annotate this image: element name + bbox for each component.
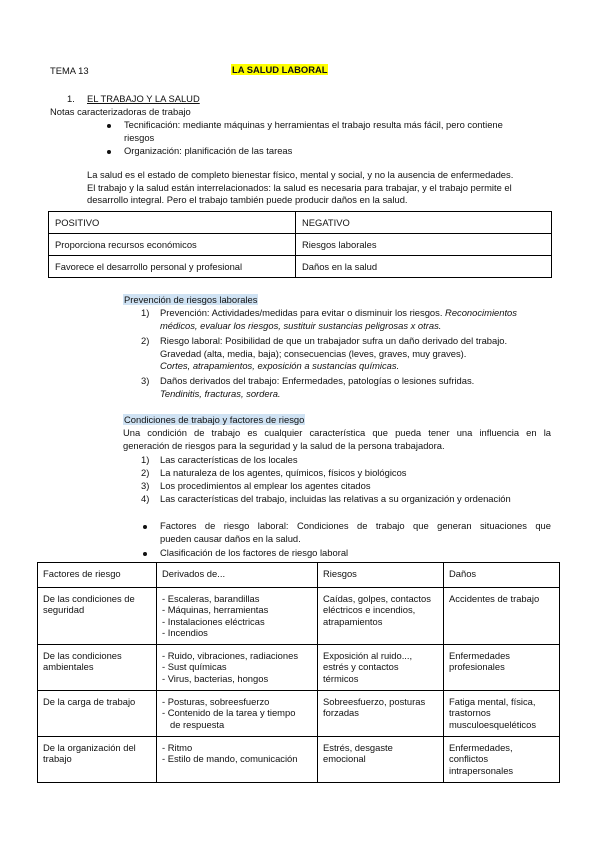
salud-paragraph: La salud es el estado de completo bienestar físico, mental y social, y no la ausencia de enfermedades. El trabajo y la salud están interrelacionados: la salud es necesaria para trabajar, y el trabajo permite el desarrollo integral. Pero el trabajo también puede producir daños en la salud. [87,169,514,206]
table-cell: De la organización del trabajo [38,737,157,783]
list-number: 2) [141,335,150,346]
table-cell: De las condiciones ambientales [38,645,157,691]
prevencion-heading: Prevención de riesgos laborales [124,294,258,305]
bullet-dot-icon [107,124,111,128]
table-cell: Enfermedades profesionales [444,645,560,691]
table-header-cell: Derivados de... [157,563,318,588]
condicion-item-3: Los procedimientos al emplear los agentes citados [160,480,371,491]
table-cell: Enfermedades, conflictos intrapersonales [444,737,560,783]
list-number: 2) [141,467,150,478]
table-row [38,645,560,691]
table-header-cell: Riesgos [318,563,444,588]
condicion-item-1: Las características de los locales [160,454,298,465]
table-row [38,588,560,645]
condicion-item-2: La naturaleza de los agentes, químicos, físicos y biológicos [160,467,407,478]
clasificacion-bullet: Clasificación de los factores de riesgo laboral [160,547,349,558]
table-cell: Accidentes de trabajo [444,588,560,645]
table-header-cell: Daños [444,563,560,588]
table-cell: - Escaleras, barandillas - Máquinas, herramientas - Instalaciones eléctricas - Incendios [157,588,318,645]
condiciones-intro: Una condición de trabajo es cualquier característica que pueda tener una influencia en la generación de riesgos para la seguridad y la salud de la persona trabajadora. [123,427,551,451]
list-number: 4) [141,493,150,504]
condiciones-heading: Condiciones de trabajo y factores de riesgo [124,414,305,425]
bullet-dot-icon [107,150,111,154]
list-number: 3) [141,480,150,491]
bullet-organizacion: Organización: planificación de las tareas [124,145,293,156]
table-header-cell: POSITIVO [49,212,296,234]
table-cell: Favorece el desarrollo personal y profesional [49,256,296,278]
table-cell: Sobreesfuerzo, posturas forzadas [318,691,444,737]
prevencion-item-3: Daños derivados del trabajo: Enfermedades, patologías o lesiones sufridas. Tendinitis, fracturas, sordera. [160,375,475,399]
table-cell: - Ritmo - Estilo de mando, comunicación [157,737,318,783]
table-cell: - Posturas, sobreesfuerzo - Contenido de la tarea y tiempo de respuesta [157,691,318,737]
section-heading: EL TRABAJO Y LA SALUD [87,93,200,104]
list-number: 3) [141,375,150,386]
table-cell: Exposición al ruido..., estrés y contactos térmicos [318,645,444,691]
table-row [38,737,560,783]
list-number: 1) [141,454,150,465]
section-number: 1. [67,93,75,104]
table-cell: Fatiga mental, física, trastornos musculoesqueléticos [444,691,560,737]
bullet-tecnificacion: Tecnificación: mediante máquinas y herramientas el trabajo resulta más fácil, pero contiene riesgos [124,119,503,143]
table-cell: - Ruido, vibraciones, radiaciones - Sust químicas - Virus, bacterias, hongos [157,645,318,691]
tema-number: TEMA 13 [50,65,89,76]
table-cell: Riesgos laborales [296,234,552,256]
table-cell: De la carga de trabajo [38,691,157,737]
prevencion-item-1: Prevención: Actividades/medidas para evitar o disminuir los riesgos. Reconocimientos médicos, evaluar los riesgos, sustituir sustancias peligrosas x otras. [160,307,517,331]
table-header-cell: NEGATIVO [296,212,552,234]
table-header-row [38,563,560,588]
table-cell: De las condiciones de seguridad [38,588,157,645]
prevencion-item-2: Riesgo laboral: Posibilidad de que un trabajador sufra un daño derivado del trabajo. Gravedad (alta, media, baja); consecuencias (leves, graves, muy graves). Cortes, atrapamientos, exposición a sustancias químicas. [160,335,508,372]
bullet-dot-icon [143,552,147,556]
factores-riesgo-table [37,562,560,783]
bullet-dot-icon [143,525,147,529]
condicion-item-4: Las características del trabajo, incluidas las relativas a su organización y ordenación [160,493,511,504]
table-cell: Daños en la salud [296,256,552,278]
table-cell: Estrés, desgaste emocional [318,737,444,783]
list-number: 1) [141,307,150,318]
positivo-negativo-table [48,211,552,278]
table-cell: Proporciona recursos económicos [49,234,296,256]
table-header-row [49,212,552,234]
notes-label: Notas caracterizadoras de trabajo [50,106,191,117]
table-header-cell: Factores de riesgo [38,563,157,588]
document-title: LA SALUD LABORAL [232,64,328,75]
table-row [38,691,560,737]
table-row [49,256,552,278]
table-row [49,234,552,256]
factores-riesgo-bullet: Factores de riesgo laboral: Condiciones de trabajo que generan situaciones que pueden causar daños en la salud. [160,520,551,544]
table-cell: Caídas, golpes, contactos eléctricos e incendios, atrapamientos [318,588,444,645]
